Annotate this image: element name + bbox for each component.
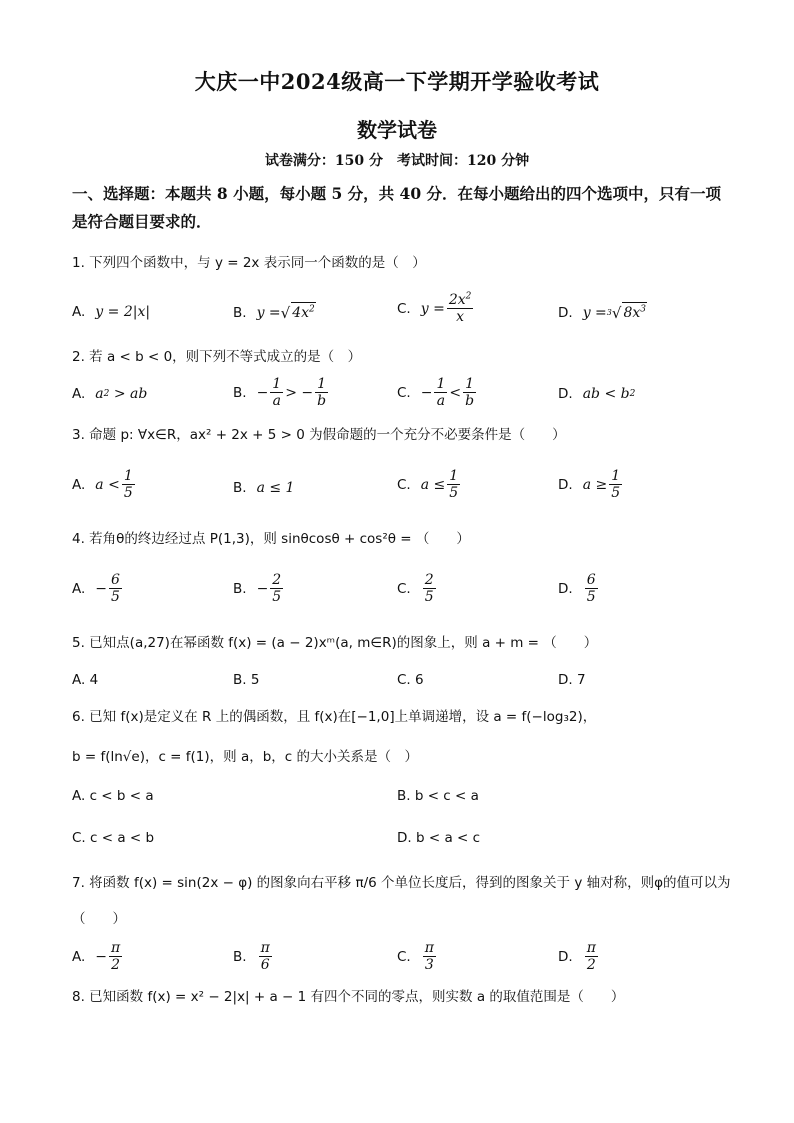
q2-option-c[interactable]: C. − $\frac{1}{a}$ < $\frac{1}{b}$ xyxy=(397,376,475,409)
option-label: A. xyxy=(72,476,86,493)
q5-option-d[interactable]: D. 7 xyxy=(558,672,586,688)
q4-option-a[interactable]: A. − $\frac{6}{5}$ xyxy=(72,572,120,605)
exam-subtitle: 数学试卷 xyxy=(357,118,437,142)
q7-option-b[interactable]: B. $\frac{\pi}{6}$ xyxy=(233,940,270,973)
q4-option-d[interactable]: D. $\frac{6}{5}$ xyxy=(558,572,596,605)
exam-title: 大庆一中2024级高一下学期开学验收考试 xyxy=(194,69,600,94)
q4-option-b[interactable]: B. − $\frac{2}{5}$ xyxy=(233,572,282,605)
option-label: C. xyxy=(397,384,411,401)
q3-option-d[interactable]: D. a ≥ $\frac{1}{5}$ xyxy=(558,468,621,501)
option-label: B. xyxy=(233,304,247,321)
option-label: A. xyxy=(72,386,86,402)
question-8: 8. 已知函数 f(x) = x² − 2|x| + a − 1 有四个不同的零点，则实数 a 的取值范围是（ ） xyxy=(72,989,625,1005)
option-label: A. xyxy=(72,948,86,965)
option-label: C. xyxy=(397,476,411,493)
q6-option-c[interactable]: C. c < a < b xyxy=(72,830,155,846)
q1-option-a[interactable]: A. y = 2|x| xyxy=(72,304,151,320)
option-label: B. xyxy=(233,384,247,401)
question-3: 3. 命题 p: ∀x∈R，ax² + 2x + 5 > 0 为假命题的一个充分不必要条件是（ ） xyxy=(72,427,566,443)
q4-option-c[interactable]: C. $\frac{2}{5}$ xyxy=(397,572,434,605)
option-label: A. xyxy=(72,304,86,320)
q1-option-c[interactable]: C. y = $\frac{2x^2}{x}$ xyxy=(397,291,472,325)
q6-option-a[interactable]: A. c < b < a xyxy=(72,788,154,804)
section-heading-line2: 是符合题目要求的． xyxy=(72,212,212,231)
option-label: C. xyxy=(397,948,411,965)
option-label: B. xyxy=(233,948,247,965)
option-label: B. xyxy=(233,580,247,597)
q2-option-b[interactable]: B. − $\frac{1}{a}$ > − $\frac{1}{b}$ xyxy=(233,376,327,409)
question-5: 5. 已知点(a,27)在幂函数 f(x) = (a − 2)xᵐ(a, m∈R)的图象上，则 a + m = （ ） xyxy=(72,635,598,651)
option-label: A. xyxy=(72,580,86,597)
q7-option-d[interactable]: D. $\frac{\pi}{2}$ xyxy=(558,940,596,973)
option-label: D. xyxy=(558,948,573,965)
option-label: D. xyxy=(558,304,573,321)
q5-option-b[interactable]: B. 5 xyxy=(233,672,260,688)
question-7-line2: （ ） xyxy=(72,911,126,927)
option-label: B. xyxy=(233,480,247,496)
question-6-line1: 6. 已知 f(x)是定义在 R 上的偶函数，且 f(x)在[−1,0]上单调递增，设 a = f(−log₃2)， xyxy=(72,709,597,725)
q2-option-d[interactable]: D. ab < b 2 xyxy=(558,386,636,402)
q6-option-d[interactable]: D. b < a < c xyxy=(397,830,481,846)
q1-option-b[interactable]: B. y = √ $4x^2$ xyxy=(233,303,315,322)
question-1: 1. 下列四个函数中，与 y = 2x 表示同一个函数的是（ ） xyxy=(72,255,426,271)
q7-option-c[interactable]: C. $\frac{\pi}{3}$ xyxy=(397,940,434,973)
section-heading-line1: 一、选择题：本题共 8 小题，每小题 5 分，共 40 分．在每小题给出的四个选项中，只有一项 xyxy=(72,184,722,203)
exam-info: 试卷满分：150 分 考试时间：120 分钟 xyxy=(264,153,530,169)
q7-option-a[interactable]: A. − $\frac{\pi}{2}$ xyxy=(72,940,121,973)
question-6-line2: b = f(ln√e)，c = f(1)，则 a，b，c 的大小关系是（ ） xyxy=(72,749,419,765)
option-label: D. xyxy=(558,476,573,493)
question-7-line1: 7. 将函数 f(x) = sin(2x − φ) 的图象向右平移 π/6 个单位长度后，得到的图象关于 y 轴对称，则φ的值可以为 xyxy=(72,875,731,891)
option-label: D. xyxy=(558,580,573,597)
q2-option-a[interactable]: A. a 2 > ab xyxy=(72,386,148,402)
option-label: C. xyxy=(397,300,411,317)
q3-option-b[interactable]: B. a ≤ 1 xyxy=(233,480,295,496)
q3-option-a[interactable]: A. a < $\frac{1}{5}$ xyxy=(72,468,133,501)
question-2: 2. 若 a < b < 0，则下列不等式成立的是（ ） xyxy=(72,349,362,365)
q3-option-c[interactable]: C. a ≤ $\frac{1}{5}$ xyxy=(397,468,459,501)
q5-option-a[interactable]: A. 4 xyxy=(72,672,99,688)
option-label: D. xyxy=(558,386,573,402)
q5-option-c[interactable]: C. 6 xyxy=(397,672,424,688)
option-label: C. xyxy=(397,580,411,597)
q1-option-d[interactable]: D. y = 3 √ $8x^3$ xyxy=(558,303,646,322)
q6-option-b[interactable]: B. b < c < a xyxy=(397,788,479,804)
question-4: 4. 若角θ的终边经过点 P(1,3)，则 sinθcosθ + cos²θ = （ ） xyxy=(72,531,470,547)
